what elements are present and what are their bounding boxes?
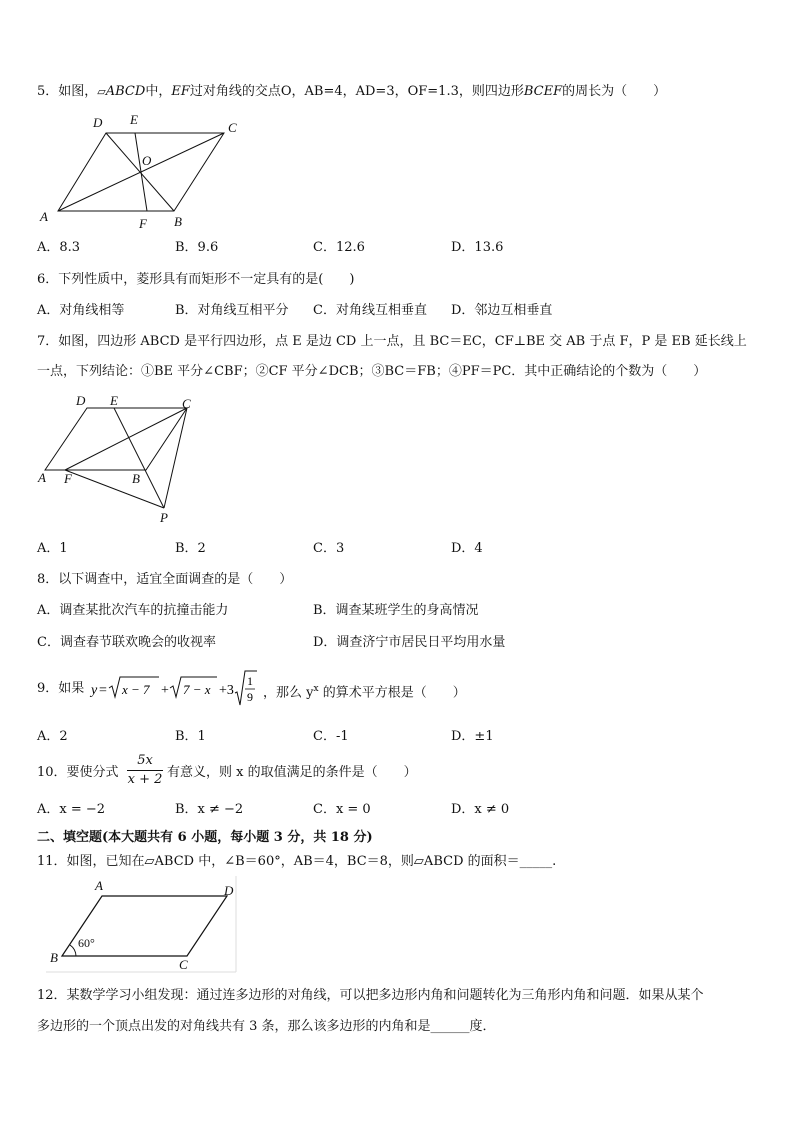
- q6-option-c[interactable]: C．对角线互相垂直: [313, 303, 427, 318]
- q10-option-c[interactable]: C．x = 0: [313, 802, 371, 817]
- q5-diagram: [36, 108, 256, 233]
- q11-figure: [46, 876, 241, 978]
- q10-option-d[interactable]: D．x ≠ 0: [451, 802, 510, 817]
- svg-text:=: =: [99, 683, 107, 698]
- q11-stem: 11．如图，已知在▱ABCD 中，∠B＝60°，AB＝4，BC＝8，则▱ABCD 的面积＝_____.: [37, 854, 557, 869]
- q7-diagram: [36, 390, 211, 530]
- svg-text:+: +: [161, 683, 169, 698]
- svg-text:+3: +3: [219, 683, 234, 698]
- q11-diagram: [46, 876, 241, 974]
- q7-option-c[interactable]: C．3: [313, 541, 345, 556]
- q11-label-d: D: [224, 883, 234, 898]
- q7-label-d: D: [76, 393, 86, 408]
- q5-option-b[interactable]: B．9.6: [175, 240, 219, 255]
- q7-option-d[interactable]: D．4: [451, 541, 483, 556]
- q8-stem: 8．以下调查中，适宜全面调查的是（ ）: [37, 572, 293, 587]
- q8-option-b[interactable]: B．调查某班学生的身高情况: [313, 603, 479, 618]
- q5-label-d: D: [93, 115, 103, 130]
- q7-label-c: C: [182, 396, 191, 411]
- q7-label-p: P: [160, 510, 168, 525]
- q5-option-d[interactable]: D．13.6: [451, 240, 504, 255]
- q9-option-c[interactable]: C．-1: [313, 729, 349, 744]
- q5-label-b: B: [174, 214, 182, 229]
- q10-option-b[interactable]: B．x ≠ −2: [175, 802, 244, 817]
- q6-option-d[interactable]: D．邻边互相垂直: [451, 303, 553, 318]
- q9-option-a[interactable]: A．2: [37, 729, 68, 744]
- svg-text:x − 7: x − 7: [122, 682, 150, 697]
- q12-stem-line2: 多边形的一个顶点出发的对角线共有 3 条，那么该多边形的内角和是______度．: [37, 1019, 496, 1034]
- q8-option-d[interactable]: D．调查济宁市居民日平均用水量: [313, 635, 506, 650]
- q5-stem: 5．如图，▱ABCD中，EF过对角线的交点O，AB=4，AD=3，OF=1.3，则四边形BCEF的周长为（ ）: [37, 84, 667, 99]
- q7-label-b: B: [132, 471, 140, 486]
- q10-fraction: 5x x + 2: [127, 753, 163, 787]
- q12-stem-line1: 12．某数学学习小组发现：通过连多边形的对角线，可以把多边形内角和问题转化为三角形内角和问题．如果从某个: [37, 988, 704, 1003]
- q9-formula: [89, 669, 259, 709]
- q7-option-b[interactable]: B．2: [175, 541, 206, 556]
- parallelogram-symbol: ▱: [97, 85, 106, 98]
- q5-label-o: O: [142, 153, 152, 168]
- q10-option-a[interactable]: A．x = −2: [37, 802, 106, 817]
- q5-label-c: C: [228, 120, 237, 135]
- svg-text:y: y: [91, 683, 98, 698]
- q9-option-b[interactable]: B．1: [175, 729, 206, 744]
- q6-option-b[interactable]: B．对角线互相平分: [175, 303, 289, 318]
- svg-text:7 − x: 7 − x: [183, 682, 211, 697]
- q5-label-f: F: [139, 216, 147, 231]
- q5-figure: [36, 108, 256, 237]
- q5-label-a: A: [40, 209, 48, 224]
- q7-figure: [36, 390, 211, 534]
- q8-option-a[interactable]: A．调查某批次汽车的抗撞击能力: [37, 603, 229, 618]
- q6-option-a[interactable]: A．对角线相等: [37, 303, 125, 318]
- q7-option-a[interactable]: A．1: [37, 541, 68, 556]
- q11-angle-label: 60°: [78, 936, 95, 950]
- q7-label-f: F: [64, 471, 72, 486]
- svg-text:1: 1: [247, 674, 253, 688]
- q5-option-a[interactable]: A．8.3: [37, 240, 81, 255]
- q7-label-a: A: [38, 470, 46, 485]
- q6-stem: 6．下列性质中，菱形具有而矩形不一定具有的是( ): [37, 272, 355, 287]
- section-heading-fill-in: 二、填空题(本大题共有 6 小题，每小题 3 分，共 18 分): [37, 830, 373, 845]
- q9-option-d[interactable]: D．±1: [451, 729, 494, 744]
- q7-stem-line2: 一点，下列结论：①BE 平分∠CBF；②CF 平分∠DCB；③BC＝FB；④PF＝PC．其中正确结论的个数为（ ）: [37, 364, 707, 379]
- q7-label-e: E: [110, 393, 118, 408]
- q5-label-e: E: [130, 112, 138, 127]
- q11-label-c: C: [179, 957, 188, 972]
- q8-option-c[interactable]: C．调查春节联欢晚会的收视率: [37, 635, 216, 650]
- q11-label-b: B: [50, 950, 58, 965]
- svg-text:9: 9: [247, 690, 253, 704]
- q5-option-c[interactable]: C．12.6: [313, 240, 365, 255]
- q11-label-a: A: [95, 878, 103, 893]
- q7-stem-line1: 7．如图，四边形 ABCD 是平行四边形，点 E 是边 CD 上一点，且 BC＝EC，CF⊥BE 交 AB 于点 F，P 是 EB 延长线上: [37, 334, 747, 349]
